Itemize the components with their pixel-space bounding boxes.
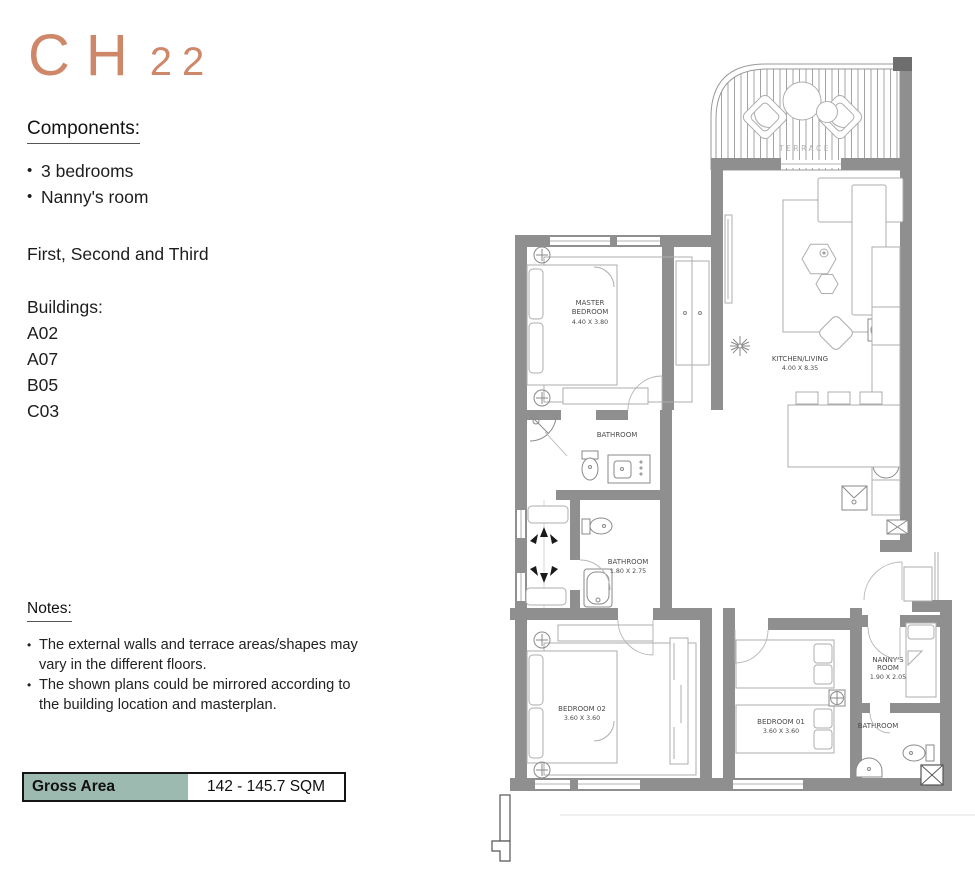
terrace-label: TERRACE xyxy=(779,144,831,153)
master-bedroom-dims: 4.40 X 3.80 xyxy=(571,319,609,326)
entry-corridor xyxy=(526,500,568,608)
duct-icon xyxy=(887,520,908,534)
note-item: • The shown plans could be mirrored according to the building location and masterplan. xyxy=(27,675,363,715)
toilet-icon xyxy=(582,518,612,534)
mat xyxy=(528,506,568,523)
dresser xyxy=(563,388,648,404)
bedroom-01-dims: 3.60 X 3.60 xyxy=(762,728,800,735)
building-item: C03 xyxy=(27,401,60,421)
master-bedroom-label: MASTER xyxy=(575,299,605,307)
nannys-room-label: NANNY'S xyxy=(872,656,904,664)
pouf xyxy=(818,315,855,352)
buildings-section xyxy=(27,294,103,424)
bathroom-main-label: BATHROOM xyxy=(607,558,649,566)
room-master-bedroom xyxy=(527,247,709,406)
ceiling-light-icon xyxy=(534,390,550,406)
shower-door xyxy=(545,432,567,456)
component-item: • Nanny's room xyxy=(27,184,148,210)
components-section xyxy=(27,118,148,210)
terrace xyxy=(711,64,900,170)
room-bedroom-01 xyxy=(736,640,845,753)
building-item: A02 xyxy=(27,323,59,343)
pipe-chase xyxy=(500,795,510,841)
svg-text:ROOM: ROOM xyxy=(877,664,899,672)
nannys-room-dims: 1.90 X 2.05 xyxy=(869,674,907,681)
ceiling-light-icon xyxy=(534,247,550,263)
bathtub-icon xyxy=(584,569,612,607)
room-kitchen-living xyxy=(725,178,908,534)
ceiling-light-icon xyxy=(534,632,550,648)
svg-text:BEDROOM: BEDROOM xyxy=(571,308,609,316)
bed xyxy=(906,623,936,697)
components-heading: Components: xyxy=(27,118,140,144)
bathroom-main-dims: 1.80 X 2.75 xyxy=(609,568,647,575)
ceiling-light-icon xyxy=(534,762,550,778)
entry-closet xyxy=(904,567,932,601)
unit-code: CH xyxy=(28,23,144,88)
bedroom-02-label: BEDROOM 02 xyxy=(558,705,606,713)
terrace-side-table xyxy=(817,102,838,123)
room-bedroom-02 xyxy=(527,625,696,778)
bathroom-nanny-label: BATHROOM xyxy=(857,722,899,730)
wardrobe xyxy=(670,638,688,764)
toilet-icon xyxy=(903,745,934,761)
bed xyxy=(736,640,834,688)
tv-unit xyxy=(725,215,732,303)
terrace-table xyxy=(783,82,821,120)
stool xyxy=(860,392,882,404)
coffee-table xyxy=(802,244,838,293)
buildings-list xyxy=(27,320,103,424)
mat xyxy=(526,588,566,605)
bedroom-01-label: BEDROOM 01 xyxy=(757,718,805,726)
building-item: A07 xyxy=(27,349,59,369)
note-item: • The external walls and terrace areas/shapes may vary in the different floors. xyxy=(27,635,363,675)
unit-title xyxy=(28,22,214,89)
stool xyxy=(796,392,818,404)
plant-icon xyxy=(730,336,750,356)
gross-area-value: 142 - 145.7 SQM xyxy=(206,778,326,795)
exterior-details xyxy=(492,795,975,861)
building-item: B05 xyxy=(27,375,59,395)
unit-number: 22 xyxy=(149,40,215,84)
floor-plan xyxy=(478,55,975,894)
buildings-heading: Buildings: xyxy=(27,297,103,317)
room-bathroom-master xyxy=(530,415,650,483)
bathroom-master-label: BATHROOM xyxy=(596,431,638,439)
kitchen-living-label: KITCHEN/LIVING xyxy=(771,355,829,363)
notes-heading: Notes: xyxy=(27,600,72,622)
kitchen-living-dims: 4.00 X 8.35 xyxy=(781,365,819,372)
ceiling-light-icon xyxy=(829,690,845,706)
pipe-chase-foot xyxy=(492,841,510,861)
gross-area-label: Gross Area xyxy=(24,774,188,800)
toilet-icon xyxy=(582,451,598,480)
notes-list xyxy=(27,635,363,715)
floors-text: First, Second and Third xyxy=(27,244,209,264)
shaft-column xyxy=(921,765,943,785)
components-list xyxy=(27,158,148,210)
notes-section xyxy=(27,600,363,715)
dresser xyxy=(558,625,653,641)
gross-area-table xyxy=(22,772,346,802)
stool xyxy=(828,392,850,404)
wardrobe xyxy=(676,261,709,365)
room-nannys xyxy=(870,623,936,697)
basin-icon xyxy=(842,486,867,510)
vanity-icon xyxy=(608,455,650,483)
bedroom-02-dims: 3.60 X 3.60 xyxy=(563,715,601,722)
component-item: • 3 bedrooms xyxy=(27,158,148,184)
